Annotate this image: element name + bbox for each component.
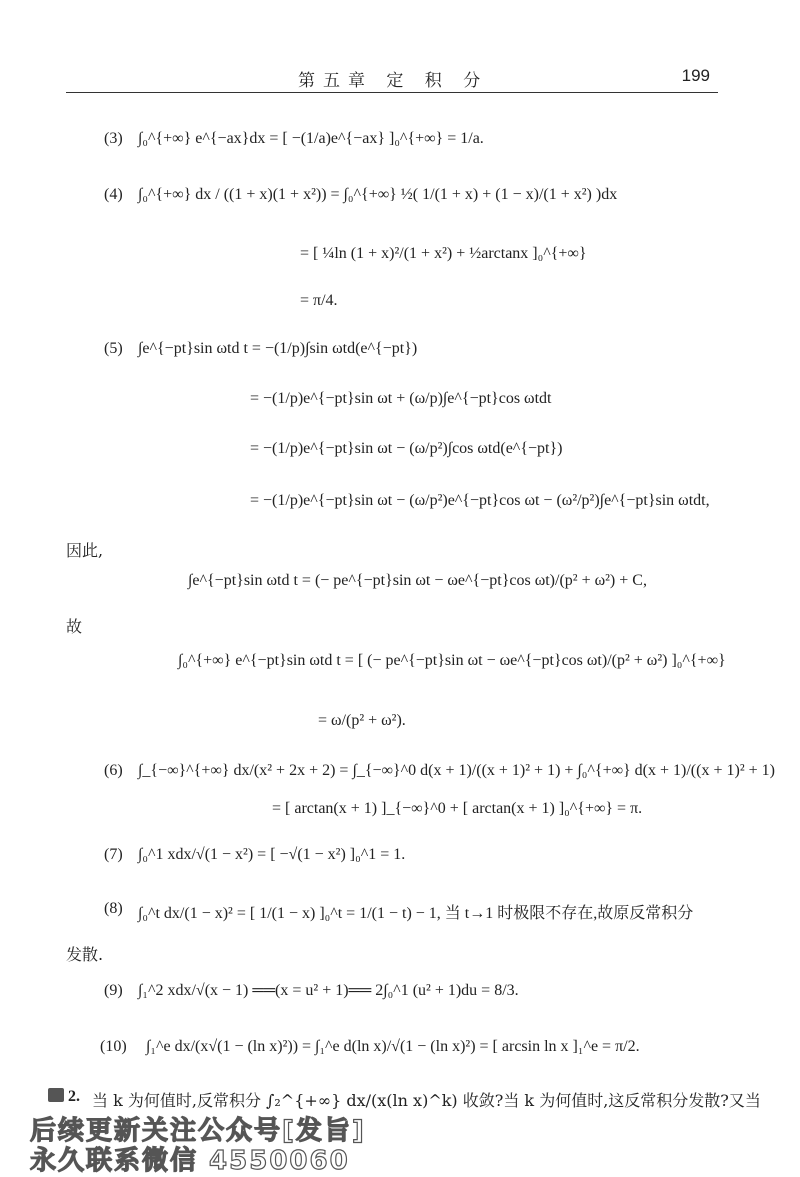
equation-7: ∫₀^1 xdx/√(1 − x²) = [ −√(1 − x²) ]₀^1 = 1. bbox=[138, 846, 406, 863]
equation-6-line1: ∫_{−∞}^{+∞} dx/(x² + 2x + 2) = ∫_{−∞}^0 d(x + 1)/((x + 1)² + 1) + ∫₀^{+∞} d(x + 1)/((x + 1)² + 1) bbox=[138, 762, 775, 779]
item-label-9: (9) bbox=[104, 982, 123, 999]
item-label-3: (3) bbox=[104, 130, 123, 147]
page-number: 199 bbox=[681, 66, 710, 85]
equation-5-line1: ∫e^{−pt}sin ωtd t = −(1/p)∫sin ωtd(e^{−pt}) bbox=[138, 340, 418, 357]
question-number-2: 2. bbox=[68, 1088, 80, 1105]
paragraph-therefore: 因此, bbox=[66, 541, 104, 560]
exercise-marker-icon bbox=[48, 1088, 64, 1102]
equation-8: ∫₀^t dx/(1 − x)² = [ 1/(1 − x) ]₀^t = 1/(1 − t) − 1, 当 t→1 时极限不存在,故原反常积分 bbox=[138, 905, 694, 922]
equation-5-line3: = −(1/p)e^{−pt}sin ωt − (ω/p²)∫cos ωtd(e^{−pt}) bbox=[250, 440, 563, 457]
item-label-10: (10) bbox=[100, 1038, 127, 1055]
equation-5-improper: ∫₀^{+∞} e^{−pt}sin ωtd t = [ (− pe^{−pt}sin ωt − ωe^{−pt}cos ωt)/(p² + ω²) ]₀^{+∞} bbox=[178, 652, 726, 669]
paragraph-diverges: 发散. bbox=[66, 945, 104, 964]
equation-3: ∫₀^{+∞} e^{−ax}dx = [ −(1/a)e^{−ax} ]₀^{+∞} = 1/a. bbox=[138, 130, 484, 147]
equation-5-line4: = −(1/p)e^{−pt}sin ωt − (ω/p²)e^{−pt}cos ωt − (ω²/p²)∫e^{−pt}sin ωtdt, bbox=[250, 492, 710, 509]
item-label-4: (4) bbox=[104, 186, 123, 203]
equation-6-line2: = [ arctan(x + 1) ]_{−∞}^0 + [ arctan(x + 1) ]₀^{+∞} = π. bbox=[272, 800, 643, 817]
equation-4-line2: = [ ¼ln (1 + x)²/(1 + x²) + ½arctanx ]₀^{+∞} bbox=[300, 245, 587, 262]
equation-4-line3: = π/4. bbox=[300, 292, 338, 309]
equation-10: ∫₁^e dx/(x√(1 − (ln x)²)) = ∫₁^e d(ln x)/√(1 − (ln x)²) = [ arcsin ln x ]₁^e = π/2. bbox=[146, 1038, 640, 1055]
equation-4-line1: ∫₀^{+∞} dx / ((1 + x)(1 + x²)) = ∫₀^{+∞} ½( 1/(1 + x) + (1 − x)/(1 + x²) )dx bbox=[138, 186, 618, 203]
item-label-7: (7) bbox=[104, 846, 123, 863]
question-2-text: 当 k 为何值时,反常积分 ∫₂^{+∞} dx/(x(ln x)^k) 收敛?当 k 为何值时,这反常积分发散?又当 bbox=[92, 1091, 761, 1110]
page-header bbox=[66, 62, 718, 93]
item-label-6: (6) bbox=[104, 762, 123, 779]
item-label-5: (5) bbox=[104, 340, 123, 357]
watermark-line1: 后续更新关注公众号[发旨] bbox=[30, 1116, 366, 1146]
item-label-8: (8) bbox=[104, 900, 123, 917]
paragraph-hence: 故 bbox=[66, 617, 83, 636]
watermark-line2: 永久联系微信 4550060 bbox=[30, 1146, 350, 1176]
equation-9: ∫₁^2 xdx/√(x − 1) ══(x = u² + 1)══ 2∫₀^1 (u² + 1)du = 8/3. bbox=[138, 982, 519, 999]
chapter-title: 第五章 定 积 分 bbox=[298, 71, 489, 91]
equation-5-result: ∫e^{−pt}sin ωtd t = (− pe^{−pt}sin ωt − ωe^{−pt}cos ωt)/(p² + ω²) + C, bbox=[188, 572, 647, 589]
equation-5-line2: = −(1/p)e^{−pt}sin ωt + (ω/p)∫e^{−pt}cos ωtdt bbox=[250, 390, 552, 407]
equation-5-final: = ω/(p² + ω²). bbox=[318, 712, 406, 729]
